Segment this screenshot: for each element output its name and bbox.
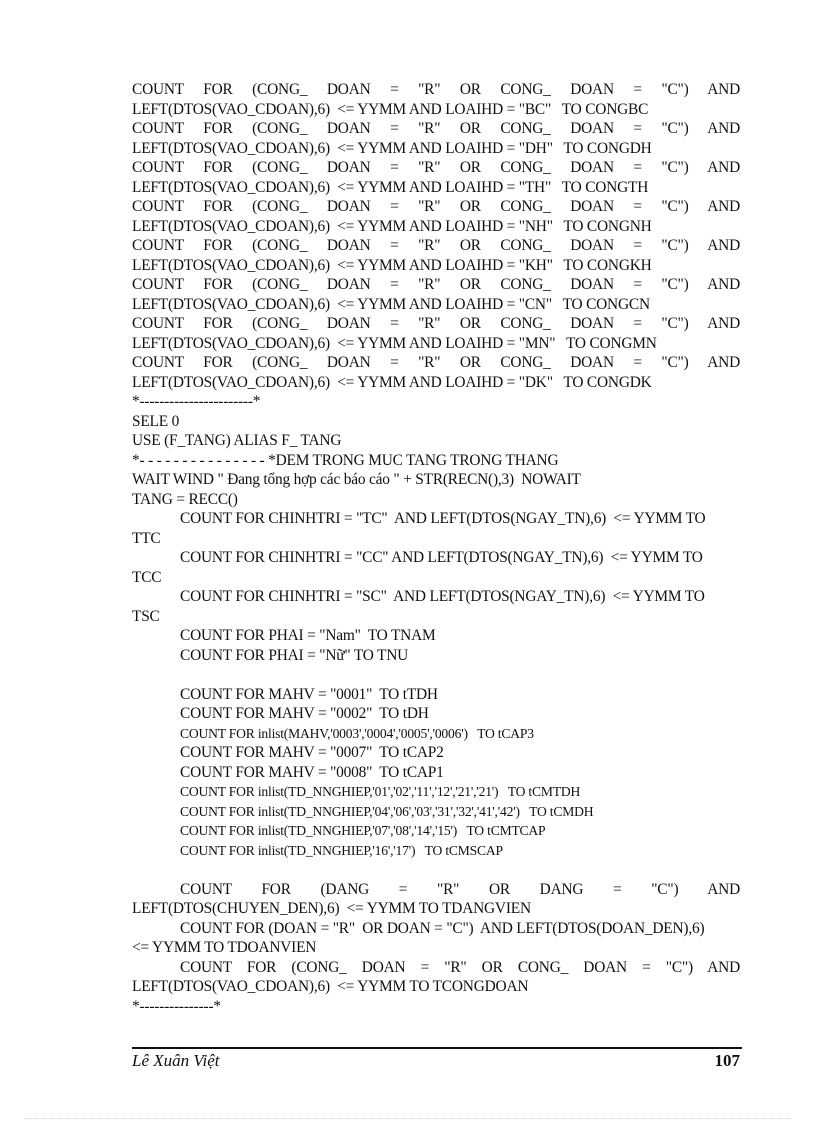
- code-line: COUNT FOR PHAI = "Nam" TO TNAM: [180, 627, 436, 644]
- code-line: COUNT FOR CHINHTRI = "SC" AND LEFT(DTOS(NGAY_TN),6) <= YYMM TO: [180, 588, 705, 605]
- code-line: COUNT FOR (DANG = "R" OR DANG = "C") AND: [180, 880, 740, 898]
- blank-line: [132, 860, 740, 880]
- code-line: LEFT(DTOS(VAO_CDOAN),6) <= YYMM AND LOAIHD = "CN" TO CONGCN: [132, 295, 650, 313]
- code-line: LEFT(DTOS(CHUYEN_DEN),6) <= YYMM TO TDANGVIEN: [132, 900, 531, 917]
- code-line: COUNT FOR inlist(TD_NNGHIEP,'16','17') TO tCMSCAP: [180, 842, 503, 858]
- code-line: LEFT(DTOS(VAO_CDOAN),6) <= YYMM AND LOAIHD = "BC" TO CONGBC: [132, 100, 649, 118]
- footer-divider: [132, 1047, 742, 1049]
- code-line: TANG = RECC(): [132, 490, 238, 508]
- code-line: LEFT(DTOS(VAO_CDOAN),6) <= YYMM AND LOAIHD = "NH" TO CONGNH: [132, 217, 652, 235]
- code-line: <= YYMM TO TDOANVIEN: [132, 939, 317, 956]
- code-line: COUNT FOR inlist(MAHV,'0003','0004','0005','0006') TO tCAP3: [180, 725, 534, 741]
- code-line: COUNT FOR (CONG_ DOAN = "R" OR CONG_ DOAN = "C") AND: [132, 198, 740, 215]
- code-line: COUNT FOR (CONG_ DOAN = "R" OR CONG_ DOAN = "C") AND: [132, 237, 740, 254]
- code-line: COUNT FOR CHINHTRI = "TC" AND LEFT(DTOS(NGAY_TN),6) <= YYMM TO: [180, 510, 706, 527]
- code-line: TTC: [132, 529, 161, 547]
- code-line: COUNT FOR PHAI = "Nữ" TO TNU: [180, 646, 409, 664]
- code-line: COUNT FOR MAHV = "0007" TO tCAP2: [180, 744, 444, 761]
- code-line: *---------------*: [132, 997, 221, 1015]
- code-line: COUNT FOR (CONG_ DOAN = "R" OR CONG_ DOAN = "C") AND: [132, 159, 740, 176]
- code-line: COUNT FOR inlist(TD_NNGHIEP,'01','02','11','12','21','21') TO tCMTDH: [180, 784, 581, 799]
- code-line: *- - - - - - - - - - - - - - - *DEM TRONG MUC TANG TRONG THANG: [132, 451, 559, 469]
- code-line: SELE 0: [132, 412, 180, 430]
- code-line: LEFT(DTOS(VAO_CDOAN),6) <= YYMM AND LOAIHD = "KH" TO CONGKH: [132, 256, 652, 274]
- code-line: USE (F_TANG) ALIAS F_ TANG: [132, 432, 342, 449]
- footer-author: Lê Xuân Việt: [132, 1051, 220, 1070]
- code-line: LEFT(DTOS(VAO_CDOAN),6) <= YYMM AND LOAIHD = "MN" TO CONGMN: [132, 334, 657, 352]
- page-edge-dots: [24, 1118, 792, 1119]
- code-line: COUNT FOR MAHV = "0001" TO tTDH: [180, 685, 438, 703]
- code-line: COUNT FOR (CONG_ DOAN = "R" OR CONG_ DOAN = "C") AND: [132, 276, 740, 293]
- blank-line: [132, 665, 740, 685]
- code-line: *-----------------------*: [132, 393, 261, 410]
- code-line: WAIT WIND " Đang tổng hợp các báo cáo " + STR(RECN(),3) NOWAIT: [132, 471, 581, 488]
- code-line: COUNT FOR MAHV = "0008" TO tCAP1: [180, 763, 444, 781]
- code-line: COUNT FOR inlist(TD_NNGHIEP,'04','06','03','31','32','41','42') TO tCMDH: [180, 803, 594, 819]
- code-line: LEFT(DTOS(VAO_CDOAN),6) <= YYMM TO TCONGDOAN: [132, 978, 529, 995]
- code-line: COUNT FOR (CONG_ DOAN = "R" OR CONG_ DOAN = "C") AND: [180, 958, 740, 976]
- code-line: COUNT FOR (DOAN = "R" OR DOAN = "C") AND LEFT(DTOS(DOAN_DEN),6): [180, 919, 705, 937]
- code-line: LEFT(DTOS(VAO_CDOAN),6) <= YYMM AND LOAIHD = "TH" TO CONGTH: [132, 178, 649, 196]
- code-line: LEFT(DTOS(VAO_CDOAN),6) <= YYMM AND LOAIHD = "DK" TO CONGDK: [132, 373, 652, 391]
- code-line: COUNT FOR (CONG_ DOAN = "R" OR CONG_ DOAN = "C") AND: [132, 315, 740, 332]
- code-line: TSC: [132, 607, 160, 625]
- code-line: COUNT FOR (CONG_ DOAN = "R" OR CONG_ DOAN = "C") AND: [132, 120, 740, 137]
- code-line: COUNT FOR MAHV = "0002" TO tDH: [180, 705, 429, 722]
- code-line: LEFT(DTOS(VAO_CDOAN),6) <= YYMM AND LOAIHD = "DH" TO CONGDH: [132, 139, 652, 157]
- code-line: COUNT FOR (CONG_ DOAN = "R" OR CONG_ DOAN = "C") AND: [132, 354, 740, 371]
- footer-page-number: 107: [714, 1051, 740, 1070]
- code-line: COUNT FOR CHINHTRI = "CC" AND LEFT(DTOS(NGAY_TN),6) <= YYMM TO: [180, 549, 703, 566]
- code-line: COUNT FOR inlist(TD_NNGHIEP,'07','08','14','15') TO tCMTCAP: [180, 823, 546, 838]
- code-listing: [132, 80, 740, 1016]
- code-line: COUNT FOR (CONG_ DOAN = "R" OR CONG_ DOAN = "C") AND: [132, 81, 740, 98]
- code-line: TCC: [132, 568, 162, 586]
